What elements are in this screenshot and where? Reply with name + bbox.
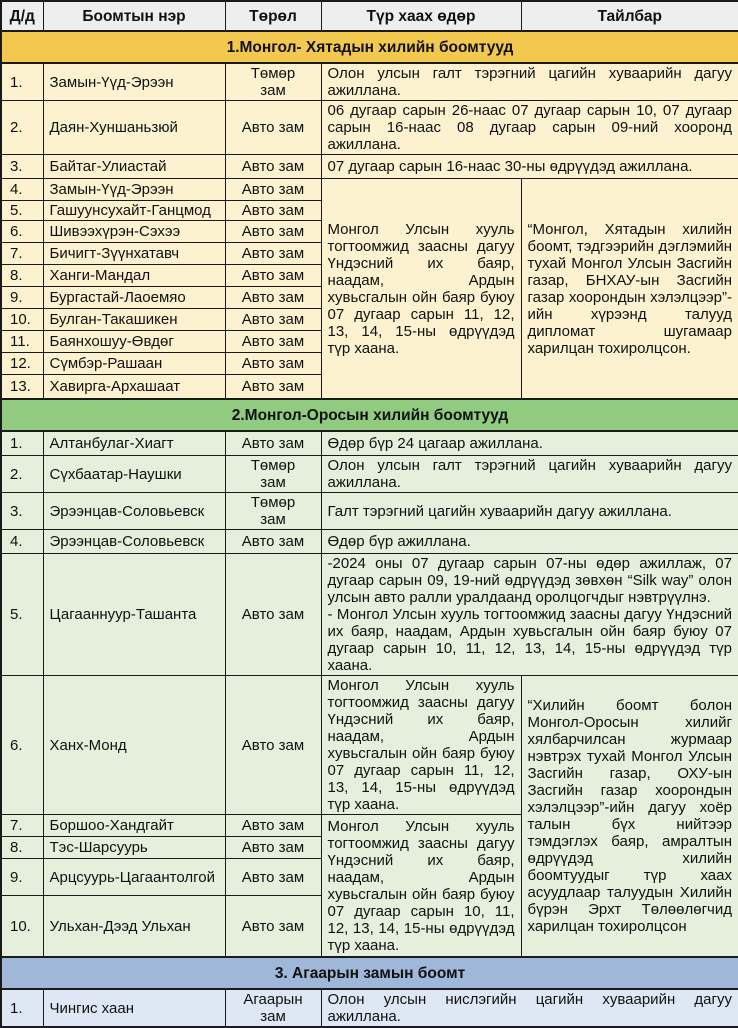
crossing-name: Шивээхүрэн-Сэхээ [43, 221, 225, 243]
row-number: 11. [1, 331, 43, 353]
crossing-name: Замын-Үүд-Эрээн [43, 63, 225, 101]
closure-info: 06 дугаар сарын 26-наас 07 дугаар сарын 10, 07 дугаар сарын 16-наас 08 дугаар сарын 09-ний хооронд ажиллана. [321, 101, 738, 155]
row-number: 12. [1, 353, 43, 375]
crossing-name: Бичигт-Зүүнхатавч [43, 243, 225, 265]
crossing-name: Сүмбэр-Рашаан [43, 353, 225, 375]
crossing-name: Чингис хаан [43, 989, 225, 1027]
closure-info [321, 554, 738, 676]
crossing-type: Авто зам [225, 837, 321, 859]
crossing-name: Ханх-Монд [43, 676, 225, 815]
crossing-type: Авто зам [225, 265, 321, 287]
crossing-type: Авто зам [225, 375, 321, 400]
row-number: 4. [1, 530, 43, 554]
row-number: 1. [1, 989, 43, 1027]
section-2-title: 2.Монгол-Оросын хилийн боомтууд [1, 399, 738, 431]
row-number: 9. [1, 859, 43, 896]
crossing-type: Төмөр зам [225, 456, 321, 493]
closure-info: Өдөр бүр ажиллана. [321, 530, 738, 554]
crossing-type: Авто зам [225, 243, 321, 265]
crossing-type: Авто зам [225, 179, 321, 201]
closure-info-merged: Монгол Улсын хууль тогтоомжид заасны дагуу Үндэсний их баяр, наадам, Ардын хувьсгалын ойн баяр буюу 07 дугаар сарын 11, 12, 13, 14, 15-ны өдрүүдэд түр хаана. [321, 179, 521, 400]
row-number: 13. [1, 375, 43, 400]
crossing-name: Ханги-Мандал [43, 265, 225, 287]
row-number: 3. [1, 155, 43, 179]
column-header-name: Боомтын нэр [43, 1, 225, 31]
row-number: 1. [1, 431, 43, 456]
table-row [1, 431, 738, 456]
note-merged: “Монгол, Хятадын хилийн боомт, тэдгээрийн дэглэмийн тухай Монгол Улсын Засгийн газар, БНХАУ-ын Засгийн газар хоорондын хэлэлцээр”-ийн хүрээнд талууд дипломат шугамаар харилцан тохиролцсон. [521, 179, 738, 400]
column-header-closure: Түр хаах өдөр [321, 1, 521, 31]
section-1-title: 1.Монгол- Хятадын хилийн боомтууд [1, 31, 738, 63]
table-row [1, 63, 738, 101]
crossing-type: Авто зам [225, 676, 321, 815]
row-number: 2. [1, 101, 43, 155]
row-number: 1. [1, 63, 43, 101]
crossing-name: Байтаг-Улиастай [43, 155, 225, 179]
closure-info: Олон улсын нислэгийн цагийн хуваарийн дагуу ажиллана. [321, 989, 738, 1027]
column-header-type: Төрөл [225, 1, 321, 31]
row-number: 8. [1, 837, 43, 859]
table-row [1, 676, 738, 815]
crossing-type: Төмөр зам [225, 63, 321, 101]
closure-paragraph: -2024 оны 07 дугаар сарын 07-ны өдөр ажиллаж, 07 дугаар сарын 09, 19-ний өдрүүдэд зөвхөн “Silk way” олон улсын авто ралли уралдаанд оролцогчдыг нэвтрүүлнэ. [327, 555, 732, 606]
table-row [1, 456, 738, 493]
crossing-name: Тэс-Шарсуурь [43, 837, 225, 859]
row-number: 7. [1, 815, 43, 837]
crossing-name: Сүхбаатар-Наушки [43, 456, 225, 493]
note-merged: “Хилийн боомт болон Монгол-Оросын хилийг хялбарчилсан журмаар нэвтрэх тухай Монгол Улсын Засгийн газар, ОХУ-ын Засгийн газар хоорондын хэлэлцээр”-ийн дагуу хоёр талын бүх нийтээр тэмдэглэх баяр, амралтын өдрүүдэд хилийн боомтуудыг түр хаах асуудлаар талуудын Хилийн бүрэн Эрхт Төлөөлөгчид харилцан тохиролцсон [521, 676, 738, 958]
row-number: 2. [1, 456, 43, 493]
crossing-type: Авто зам [225, 530, 321, 554]
row-number: 3. [1, 493, 43, 530]
crossing-name: Булган-Такашикен [43, 309, 225, 331]
crossing-type: Авто зам [225, 815, 321, 837]
section-2-header-row [1, 399, 738, 431]
row-number: 10. [1, 309, 43, 331]
column-header-note: Тайлбар [521, 1, 738, 31]
closure-info: Олон улсын галт тэрэгний цагийн хуваарийн дагуу ажиллана. [321, 456, 738, 493]
crossing-type: Авто зам [225, 309, 321, 331]
crossing-type: Авто зам [225, 896, 321, 958]
closure-info: 07 дугаар сарын 16-наас 30-ны өдрүүдэд ажиллана. [321, 155, 738, 179]
crossing-name: Гашуунсухайт-Ганцмод [43, 201, 225, 221]
table-row [1, 179, 738, 201]
crossing-name: Цагааннуур-Ташанта [43, 554, 225, 676]
crossing-name: Арцсуурь-Цагаантолгой [43, 859, 225, 896]
crossing-type: Авто зам [225, 859, 321, 896]
table-row [1, 530, 738, 554]
row-number: 7. [1, 243, 43, 265]
closure-paragraph: - Монгол Улсын хууль тогтоомжид заасны дагуу Үндэсний их баяр, наадам, Ардын хувьсгалын ойн баяр буюу 07 дугаар сарын 10, 11, 12, 13, 14, 15-ны өдрүүдэд түр хаана. [327, 606, 732, 674]
crossing-name: Бургастай-Лаоемяо [43, 287, 225, 309]
crossing-type: Авто зам [225, 431, 321, 456]
crossing-type: Авто зам [225, 554, 321, 676]
row-number: 8. [1, 265, 43, 287]
crossing-type: Авто зам [225, 201, 321, 221]
crossing-type: Авто зам [225, 101, 321, 155]
crossing-type: Авто зам [225, 155, 321, 179]
closure-info: Монгол Улсын хууль тогтоомжид заасны дагуу Үндэсний их баяр, наадам, Ардын хувьсгалын ойн баяр буюу 07 дугаар сарын 11, 12, 13, 14, 15-ны өдрүүдэд түр хаана. [321, 676, 521, 815]
crossing-name: Баянхошуу-Өвдөг [43, 331, 225, 353]
section-3-header-row [1, 957, 738, 989]
column-header-no: Д/д [1, 1, 43, 31]
row-number: 9. [1, 287, 43, 309]
crossing-type: Авто зам [225, 221, 321, 243]
table-row [1, 554, 738, 676]
row-number: 5. [1, 554, 43, 676]
table-row [1, 493, 738, 530]
table-row [1, 155, 738, 179]
crossing-name: Эрээнцав-Соловьевск [43, 530, 225, 554]
crossing-name: Хавирга-Архашаат [43, 375, 225, 400]
closure-info-merged: Монгол Улсын хууль тогтоомжид заасны дагуу Үндэсний их баяр, наадам, Ардын хувьсгалын ойн баяр буюу 07 дугаар сарын 10, 11, 12, 13, 14, 15-ны өдрүүдэд түр хаана. [321, 815, 521, 958]
crossing-name: Даян-Хуншаньзюй [43, 101, 225, 155]
crossing-name: Боршоо-Хандгайт [43, 815, 225, 837]
closure-info: Галт тэрэгний цагийн хуваарийн дагуу ажиллана. [321, 493, 738, 530]
crossing-name: Алтанбулаг-Хиагт [43, 431, 225, 456]
crossing-name: Ульхан-Дээд Ульхан [43, 896, 225, 958]
row-number: 4. [1, 179, 43, 201]
table-row [1, 101, 738, 155]
crossing-name: Замын-Үүд-Эрээн [43, 179, 225, 201]
table-row [1, 989, 738, 1027]
crossing-type: Авто зам [225, 287, 321, 309]
closure-info: Олон улсын галт тэрэгний цагийн хуваарийн дагуу ажиллана. [321, 63, 738, 101]
crossing-type: Төмөр зам [225, 493, 321, 530]
crossing-type: Авто зам [225, 353, 321, 375]
closure-info: Өдөр бүр 24 цагаар ажиллана. [321, 431, 738, 456]
section-3-title: 3. Агаарын замын боомт [1, 957, 738, 989]
row-number: 6. [1, 676, 43, 815]
table-header-row [1, 1, 738, 31]
row-number: 10. [1, 896, 43, 958]
section-1-header-row [1, 31, 738, 63]
crossing-type: Агаарын зам [225, 989, 321, 1027]
row-number: 6. [1, 221, 43, 243]
crossing-type: Авто зам [225, 331, 321, 353]
crossing-name: Эрээнцав-Соловьевск [43, 493, 225, 530]
row-number: 5. [1, 201, 43, 221]
